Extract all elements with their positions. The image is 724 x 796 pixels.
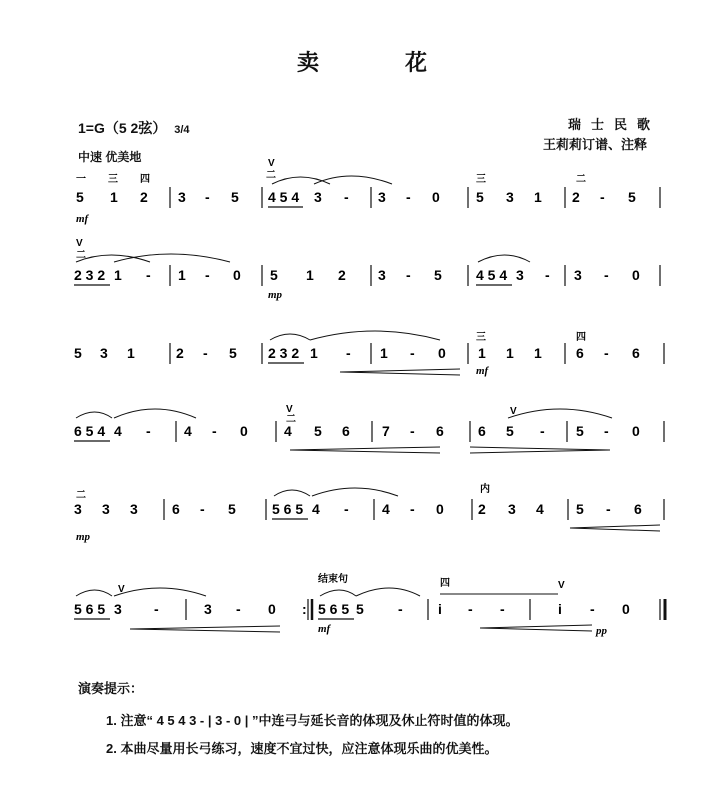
note: 3: [516, 267, 524, 283]
fingering-mark: 二: [76, 490, 86, 501]
hairpin: [470, 447, 610, 450]
note: 6: [632, 345, 640, 361]
fingering-marks: [76, 158, 586, 595]
note: 3: [100, 345, 108, 361]
tip-2: 2. 本曲尽量用长弓练习，速度不宜过快，应注意体现乐曲的优美性。: [106, 741, 498, 756]
note: 1: [478, 345, 486, 361]
bow-mark: V: [118, 584, 125, 595]
note: 3: [74, 501, 82, 517]
note: -: [604, 345, 609, 361]
note: 0: [436, 501, 444, 517]
note: 5: [476, 189, 484, 205]
dynamic-mark: mp: [268, 289, 283, 301]
note: 1: [127, 345, 135, 361]
note: 0: [233, 267, 241, 283]
note: 5: [576, 423, 584, 439]
note: -: [146, 423, 151, 439]
note: 1: [534, 345, 542, 361]
ending-label: 结束句: [318, 574, 348, 585]
note: 3: [508, 501, 516, 517]
note: 1: [110, 189, 118, 205]
measure-notes: 5: [76, 189, 84, 205]
note: 2: [140, 189, 148, 205]
fingering-mark: 一: [76, 174, 86, 185]
hairpin: [130, 626, 280, 629]
score-row-5: [74, 488, 664, 543]
note: 7: [382, 423, 390, 439]
note: 2 3 2: [74, 267, 106, 283]
slur: [76, 590, 112, 596]
note: 4: [382, 501, 390, 517]
dynamic-mark: mp: [76, 531, 91, 543]
key-text: 1=G（5 2弦）: [78, 120, 167, 136]
hairpin: [570, 525, 660, 528]
fingering-mark: 二: [286, 414, 296, 425]
note: -: [203, 345, 208, 361]
note: 5: [74, 345, 82, 361]
note: 3: [102, 501, 110, 517]
note: 0: [268, 601, 276, 617]
arrangement-credit: 王莉莉订谱、注释: [543, 137, 648, 152]
note: 3: [506, 189, 514, 205]
note: 3: [114, 601, 122, 617]
note: -: [344, 501, 349, 517]
note: 3: [204, 601, 212, 617]
note: 4: [114, 423, 122, 439]
note: -: [205, 267, 210, 283]
note: 2: [176, 345, 184, 361]
fingering-mark: 四: [140, 174, 150, 185]
note: 0: [438, 345, 446, 361]
song-origin: 瑞士民歌: [567, 117, 660, 132]
score-row-1: [76, 176, 660, 225]
time-signature: 3/4: [174, 124, 190, 136]
note: -: [398, 601, 403, 617]
note: 1: [310, 345, 318, 361]
hairpin: [290, 450, 440, 453]
tip-1: 1. 注意“ 4 5 4 3 - | 3 - 0 | ”中连弓与延长音的体现及休止符时值的体现。: [106, 713, 519, 728]
note: 1: [114, 267, 122, 283]
note: -: [346, 345, 351, 361]
note: 0: [622, 601, 630, 617]
note: 5: [231, 189, 239, 205]
note: 4: [536, 501, 544, 517]
note: 5 6 5: [74, 601, 106, 617]
slur: [270, 334, 310, 340]
slur: [114, 254, 230, 262]
note: 3: [314, 189, 322, 205]
slur: [114, 409, 196, 418]
bow-mark: V: [286, 404, 293, 415]
note: -: [154, 601, 159, 617]
hairpin: [570, 528, 660, 531]
note: -: [212, 423, 217, 439]
note: 0: [632, 267, 640, 283]
score-row-2: [74, 254, 660, 301]
note: 0: [432, 189, 440, 205]
note: -: [146, 267, 151, 283]
note: -: [590, 601, 595, 617]
note: 6: [436, 423, 444, 439]
bow-mark: V: [76, 238, 83, 249]
slur: [312, 488, 398, 496]
slur: [314, 176, 392, 184]
hairpin: [340, 372, 460, 375]
note: 3: [178, 189, 186, 205]
fingering-mark: 三: [476, 174, 486, 185]
note: 5: [628, 189, 636, 205]
note: 5: [356, 601, 364, 617]
fingering-mark: 二: [266, 170, 276, 181]
note: -: [410, 345, 415, 361]
note: 0: [632, 423, 640, 439]
note: 6: [634, 501, 642, 517]
fingering-mark: 二: [76, 250, 86, 261]
note: 2: [478, 501, 486, 517]
note: -: [500, 601, 505, 617]
hairpin: [480, 625, 592, 628]
note: 0: [240, 423, 248, 439]
note: 5: [229, 345, 237, 361]
bow-mark: V: [268, 158, 275, 169]
slur: [356, 588, 420, 596]
slur: [320, 590, 356, 596]
note: 3: [378, 189, 386, 205]
fingering-mark: 四: [440, 578, 450, 589]
note: -: [406, 189, 411, 205]
slur: [274, 490, 310, 496]
bow-mark: V: [558, 580, 565, 591]
note: 6: [576, 345, 584, 361]
note: 1: [380, 345, 388, 361]
fingering-mark: 三: [108, 174, 118, 185]
dynamic-mark: mf: [318, 623, 331, 635]
dynamic-mark: mf: [76, 213, 89, 225]
note: 2: [572, 189, 580, 205]
note: -: [236, 601, 241, 617]
note: 2 3 2: [268, 345, 300, 361]
dynamic-mark: mf: [476, 365, 489, 377]
note: -: [410, 423, 415, 439]
note: 1: [534, 189, 542, 205]
note: 3: [574, 267, 582, 283]
note: 1: [178, 267, 186, 283]
note: -: [606, 501, 611, 517]
note: 5: [314, 423, 322, 439]
note: 3: [378, 267, 386, 283]
dynamic-mark-pp: pp: [596, 625, 607, 637]
note: 1: [506, 345, 514, 361]
note: 1: [306, 267, 314, 283]
slur: [76, 412, 112, 418]
note: 2: [338, 267, 346, 283]
hairpin: [340, 369, 460, 372]
slur: [114, 588, 206, 596]
note: -: [410, 501, 415, 517]
note: 6: [172, 501, 180, 517]
note: i: [438, 601, 442, 617]
note: -: [600, 189, 605, 205]
tempo-marking: 中速 优美地: [78, 150, 142, 164]
note: 4: [312, 501, 320, 517]
note: 5: [270, 267, 278, 283]
slur: [310, 331, 440, 340]
note: -: [200, 501, 205, 517]
slur: [272, 177, 330, 184]
note: 6: [478, 423, 486, 439]
note: -: [406, 267, 411, 283]
fingering-mark: 四: [576, 332, 586, 343]
note: 4: [284, 423, 292, 439]
hairpin: [290, 447, 440, 450]
note: -: [205, 189, 210, 205]
hairpin: [470, 450, 610, 453]
tips-heading: 演奏提示：: [78, 681, 144, 696]
bow-mark: V: [510, 406, 517, 417]
note: -: [604, 423, 609, 439]
fingering-mark: 三: [476, 332, 486, 343]
note: 5 6 5: [318, 601, 350, 617]
note: 4 5 4: [476, 267, 508, 283]
hairpin: [480, 628, 592, 631]
note: 5: [576, 501, 584, 517]
slur: [478, 255, 530, 262]
note: 5: [228, 501, 236, 517]
note: -: [344, 189, 349, 205]
note: 5: [434, 267, 442, 283]
note: 5: [506, 423, 514, 439]
page-title: 卖 花: [296, 50, 468, 75]
score-row-6: [74, 572, 665, 637]
score-row-4: [74, 409, 664, 453]
note: 4 5 4: [268, 189, 300, 205]
note: 5 6 5: [272, 501, 304, 517]
note: -: [540, 423, 545, 439]
repeat-sign: :: [302, 601, 307, 617]
slur: [508, 409, 612, 418]
note: -: [545, 267, 550, 283]
note: -: [604, 267, 609, 283]
note: i: [558, 601, 562, 617]
hairpin: [130, 629, 280, 632]
fingering-mark: 二: [576, 174, 586, 185]
fingering-mark: 内: [480, 484, 490, 495]
note: 6: [342, 423, 350, 439]
note: 3: [130, 501, 138, 517]
note: 6 5 4: [74, 423, 106, 439]
note: 4: [184, 423, 192, 439]
note: -: [468, 601, 473, 617]
